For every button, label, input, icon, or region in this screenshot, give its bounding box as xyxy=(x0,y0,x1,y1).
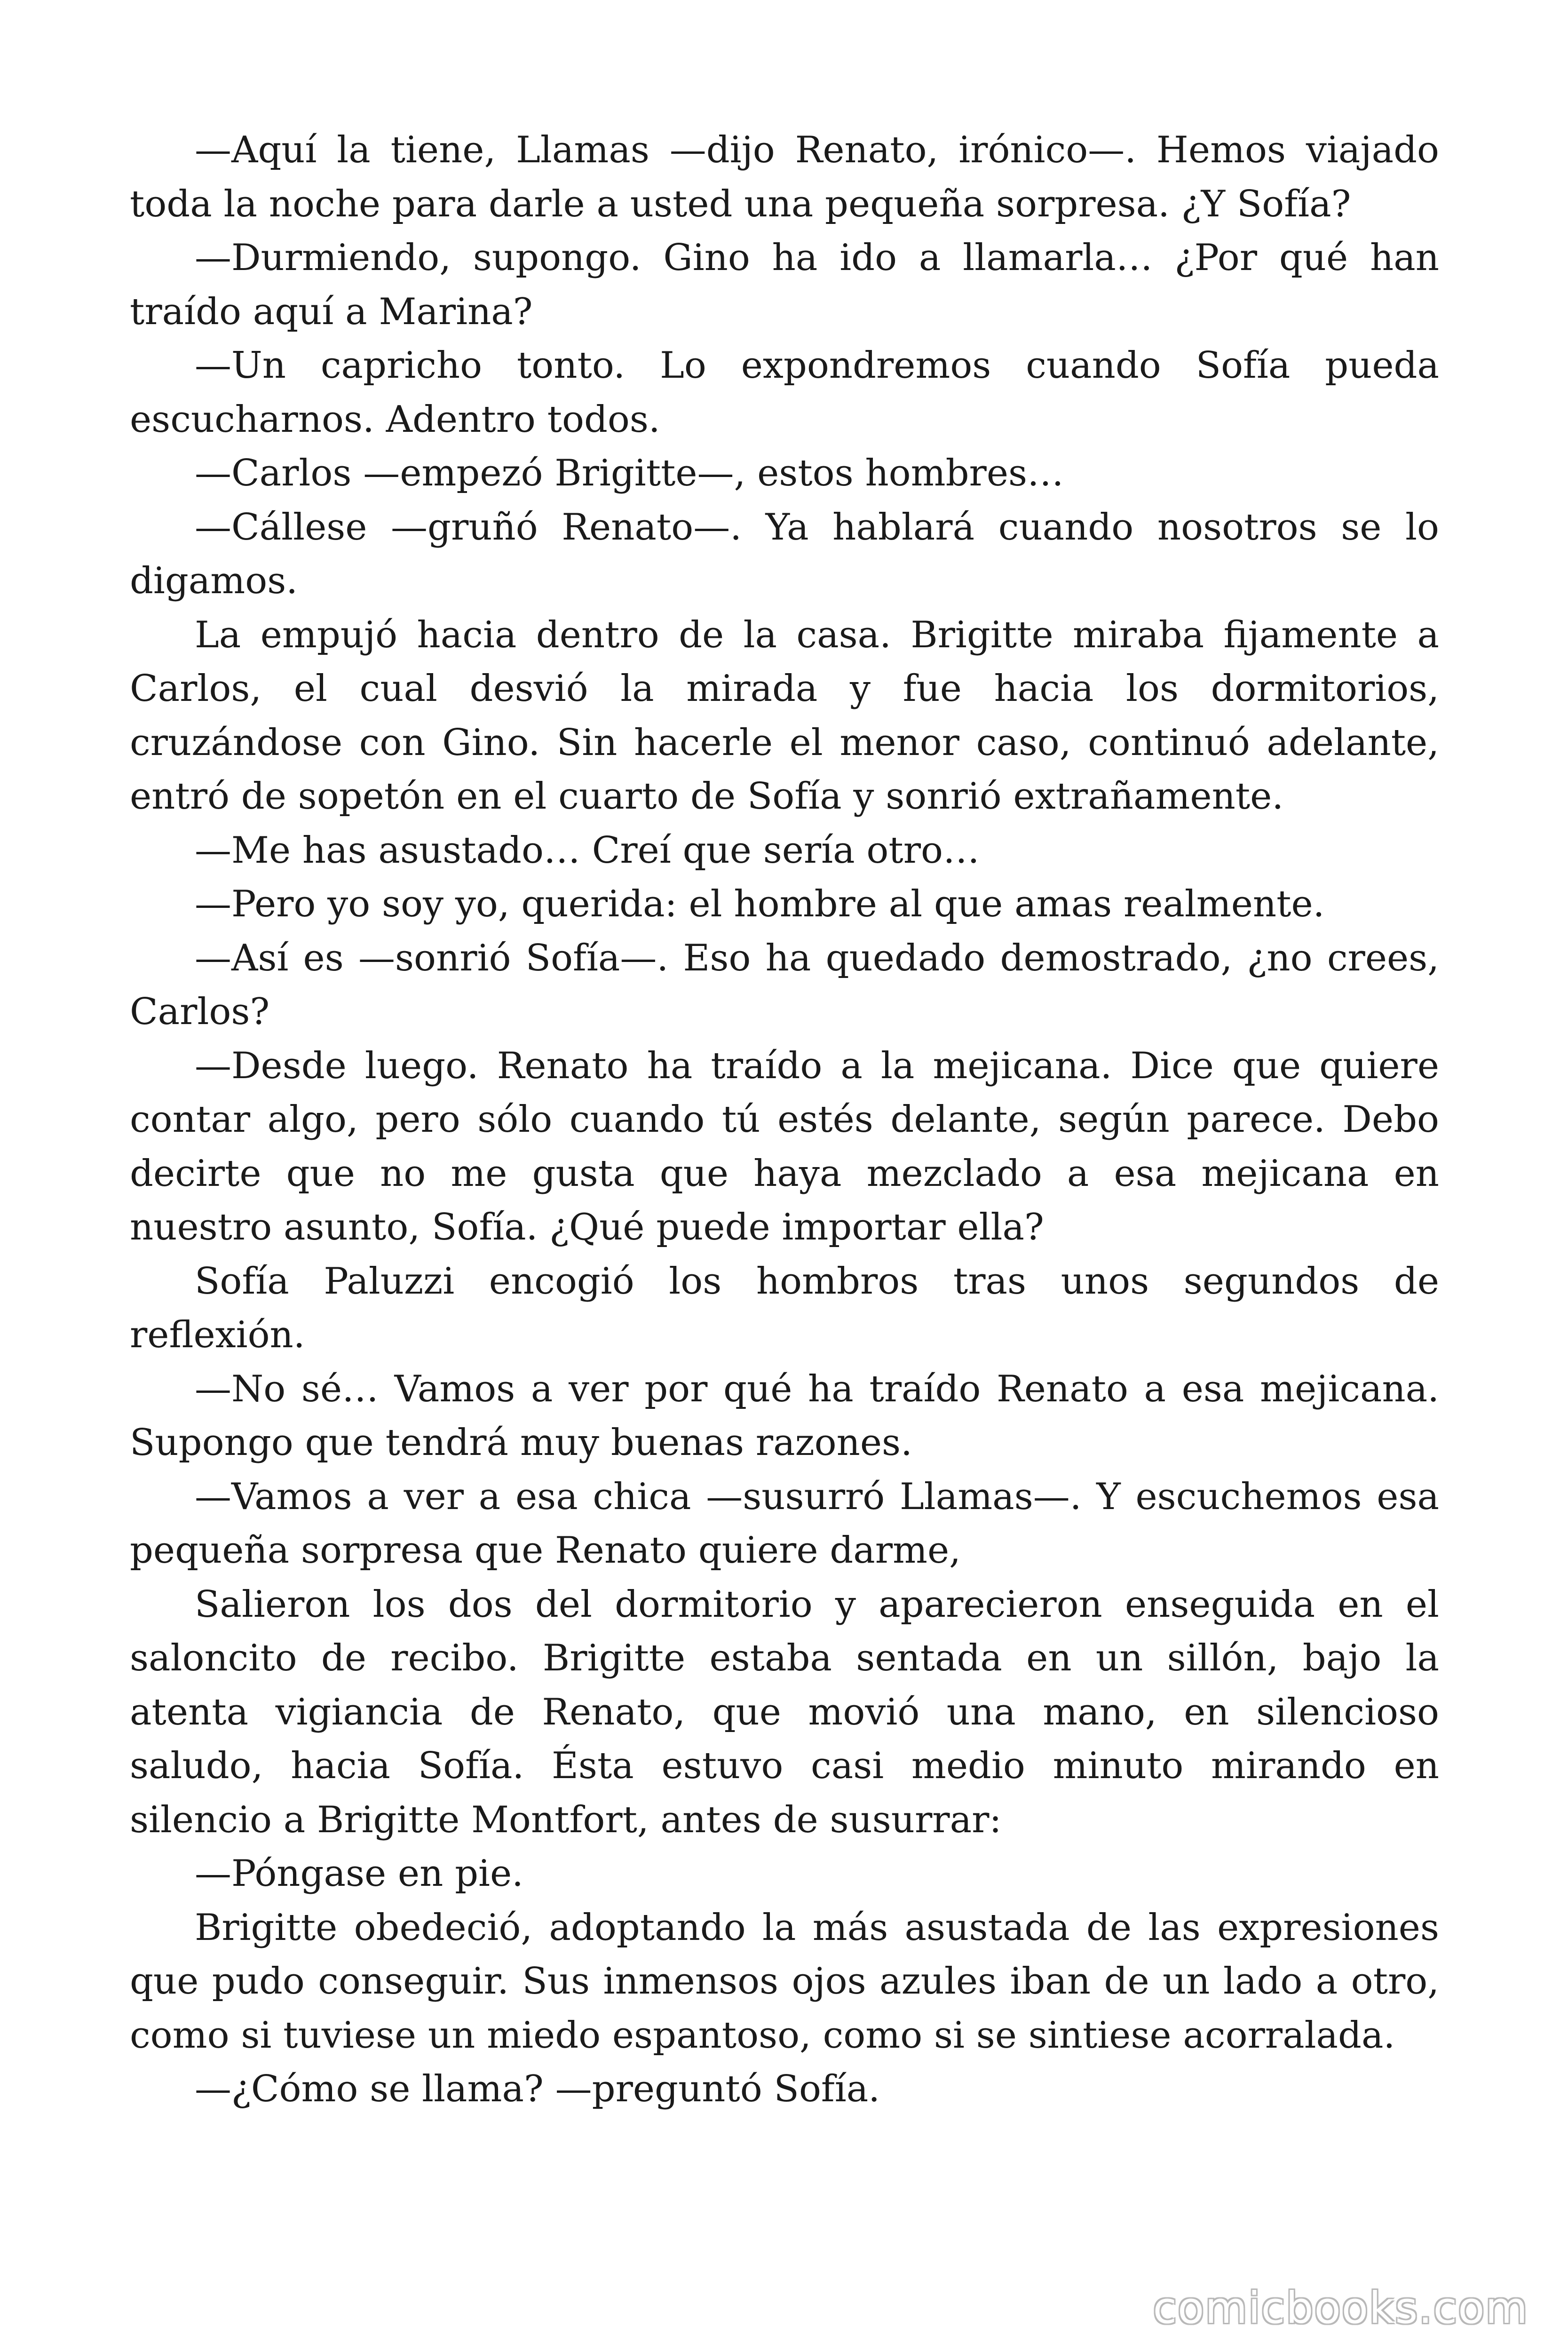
paragraph: La empujó hacia dentro de la casa. Brigitte miraba fijamente a Carlos, el cual desvió la mirada y fue hacia los dormitorios, cruzándose con Gino. Sin hacerle el menor caso, continuó adelante, entró de sopetón en el cuarto de Sofía y sonrió extrañamente. xyxy=(130,613,1439,818)
paragraph: Sofía Paluzzi encogió los hombros tras unos segundos de reflexión. xyxy=(130,1260,1439,1356)
paragraph: —Durmiendo, supongo. Gino ha ido a llamarla… ¿Por qué han traído aquí a Marina? xyxy=(130,237,1439,333)
paragraph: —No sé… Vamos a ver por qué ha traído Renato a esa mejicana. Supongo que tendrá muy buenas razones. xyxy=(130,1367,1439,1464)
paragraph: —Vamos a ver a esa chica —susurró Llamas—. Y escuchemos esa pequeña sorpresa que Renato quiere darme, xyxy=(130,1475,1439,1572)
paragraph: Salieron los dos del dormitorio y aparecieron enseguida en el saloncito de recibo. Brigitte estaba sentada en un sillón, bajo la atenta vigiancia de Renato, que movió una mano, en silencioso saludo, hacia Sofía. Ésta estuvo casi medio minuto mirando en silencio a Brigitte Montfort, antes de susurrar: xyxy=(130,1583,1439,1841)
paragraph: —¿Cómo se llama? —preguntó Sofía. xyxy=(195,2068,880,2110)
paragraph: —Carlos —empezó Brigitte—, estos hombres… xyxy=(195,452,1064,494)
paragraph: Brigitte obedeció, adoptando la más asustada de las expresiones que pudo conseguir. Sus inmensos ojos azules iban de un lado a otro, como si tuviese un miedo espantoso, como si se sintiese acorralada. xyxy=(130,1906,1439,2057)
paragraph: —Me has asustado… Creí que sería otro… xyxy=(195,829,980,872)
paragraph: —Así es —sonrió Sofía—. Eso ha quedado demostrado, ¿no crees, Carlos? xyxy=(130,937,1439,1033)
watermark: comicbooks.com xyxy=(1153,2283,1528,2333)
paragraph: —Cállese —gruñó Renato—. Ya hablará cuando nosotros se lo digamos. xyxy=(130,506,1439,602)
paragraph: —Aquí la tiene, Llamas —dijo Renato, irónico—. Hemos viajado toda la noche para darle a usted una pequeña sorpresa. ¿Y Sofía? xyxy=(130,129,1439,225)
paragraph: —Póngase en pie. xyxy=(195,1852,523,1895)
paragraph: —Un capricho tonto. Lo expondremos cuando Sofía pueda escucharnos. Adentro todos. xyxy=(130,344,1439,441)
body-text xyxy=(130,123,1439,2116)
paragraph: —Pero yo soy yo, querida: el hombre al que amas realmente. xyxy=(195,883,1325,925)
paragraph: —Desde luego. Renato ha traído a la mejicana. Dice que quiere contar algo, pero sólo cuando tú estés delante, según parece. Debo decirte que no me gusta que haya mezclado a esa mejicana en nuestro asunto, Sofía. ¿Qué puede importar ella? xyxy=(130,1044,1439,1248)
